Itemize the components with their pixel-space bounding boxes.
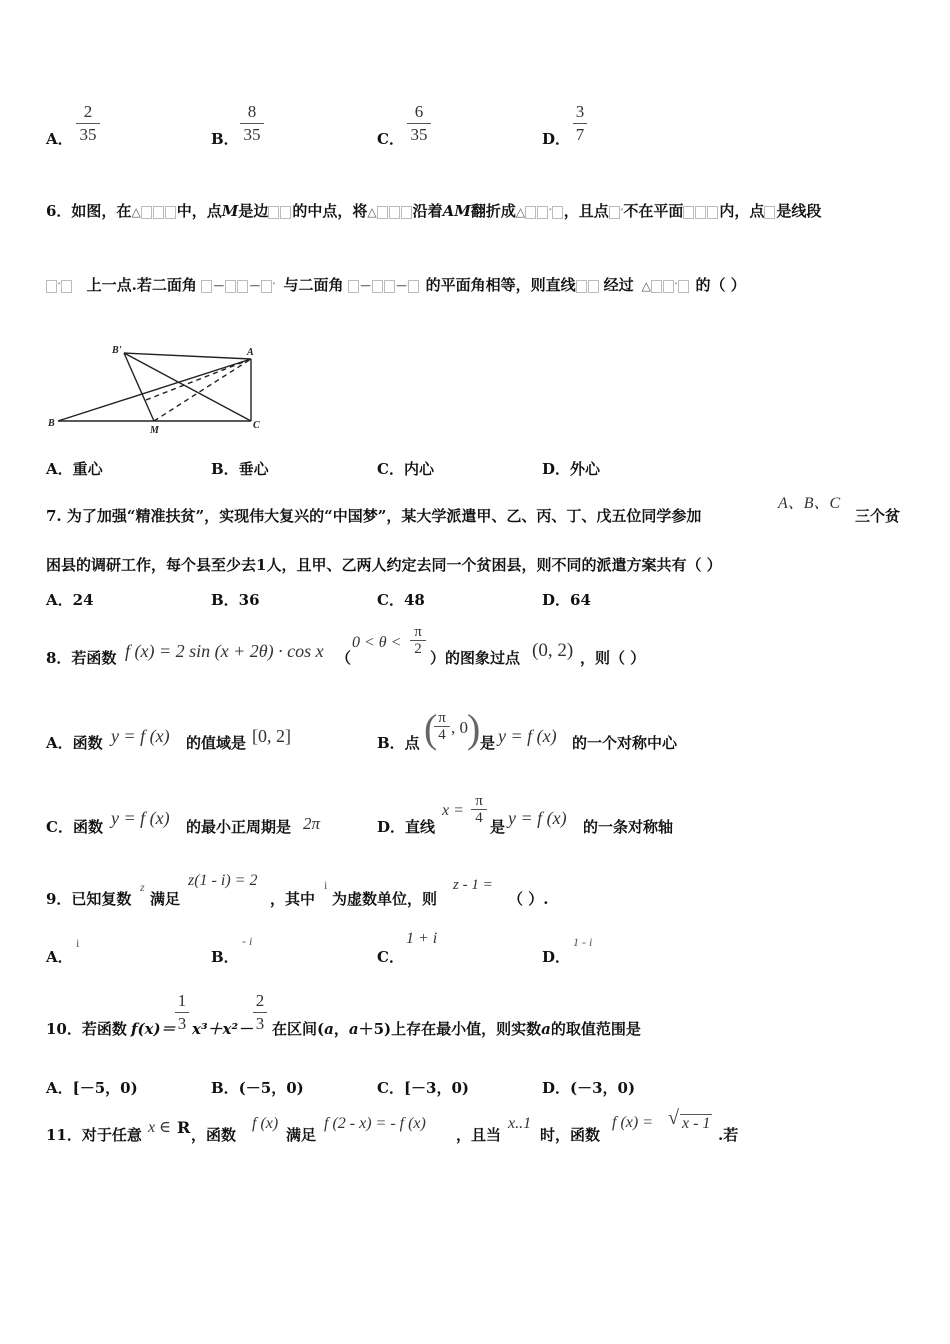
q8-option-b-fn: y = f (x): [498, 726, 557, 746]
q9-option-a-letter: A．: [46, 948, 73, 966]
q8-option-a-pre: A．函数: [46, 734, 103, 752]
q6-line2: ′ 上一点.若二面角 － － ′ 与二面角 － － 的平面角相等，则直线 经过 △ ′ 的（ ）: [46, 274, 746, 295]
q9-option-d-letter: D．: [542, 948, 571, 966]
q11-when: ，且当: [456, 1126, 502, 1144]
q6-option-c: C．内心: [377, 460, 434, 478]
q8-option-b-fraction: π 4: [434, 710, 450, 743]
triangle-icon: △: [641, 279, 651, 293]
sqrt-icon: √: [668, 1107, 679, 1129]
label-b: B: [48, 418, 55, 429]
q6-option-a: A．重心: [46, 460, 103, 478]
q9-option-c-letter: C．: [377, 948, 404, 966]
triangle-icon: △: [367, 205, 377, 219]
edge-b1a: [124, 353, 251, 359]
q5-option-c-letter: C．: [377, 130, 404, 148]
q11-reals: R: [177, 1118, 191, 1137]
edge-b1c: [124, 353, 251, 421]
label-c: C: [253, 420, 260, 431]
q9-option-c-value: 1 + i: [406, 930, 438, 947]
q8-option-b-post: 的一个对称中心: [572, 734, 678, 752]
q11-intro: 11．对于任意: [46, 1126, 142, 1144]
q7-option-c: C．48: [377, 591, 425, 609]
q10-fraction-two-thirds: 2 3: [253, 991, 267, 1034]
q11-sqrt-arg: x - 1: [682, 1115, 711, 1132]
q11-condition: f (2 - x) = - f (x): [324, 1115, 426, 1132]
q9-intro: 9．已知复数: [46, 890, 132, 908]
q8-intro: 8．若函数: [46, 649, 117, 667]
q9-option-d-value: 1 - i: [573, 935, 593, 949]
edge-inner-dashed: [146, 359, 251, 400]
q9-option-a-value: i: [76, 936, 80, 950]
q9-satisfy: 满足: [150, 890, 181, 908]
q8-option-b-pre: B．点: [377, 734, 420, 752]
q5-option-a-letter: A．: [46, 130, 73, 148]
q10-intro: 10．若函数: [46, 1020, 127, 1038]
q6-option-d: D．外心: [542, 460, 601, 478]
q9-equation: z(1 - i) = 2: [188, 872, 258, 889]
q8-option-c-pre: C．函数: [46, 818, 103, 836]
triangle-icon: △: [131, 205, 141, 219]
q8-option-a-mid: 的值域是: [186, 734, 247, 752]
q9-z: z: [140, 880, 145, 894]
q10-fx: f(x)＝: [131, 1020, 176, 1038]
q10-option-a: A．[－5，0): [46, 1079, 138, 1097]
q5-option-c-fraction: 6 35: [407, 102, 431, 145]
q10-option-b: B．(－5，0): [211, 1079, 304, 1097]
q5-option-b-letter: B．: [211, 130, 239, 148]
label-b-prime: B': [112, 345, 122, 356]
edge-b1m: [124, 353, 154, 421]
q8-option-c-fn: y = f (x): [111, 808, 170, 828]
q11-fx: f (x): [252, 1115, 279, 1132]
edge-ab: [58, 359, 251, 421]
q8-point-text: ）的图象过点: [430, 649, 521, 667]
q8-function: f (x) = 2 sin (x + 2θ) · cos x: [125, 641, 324, 661]
q7-counties: A、B、C: [778, 495, 841, 512]
q7-option-a: A．24: [46, 591, 94, 609]
q11-then: 时，函数: [540, 1126, 601, 1144]
q8-option-b-rparen: ): [467, 706, 481, 751]
q8-paren-left: （: [336, 649, 352, 667]
q8-option-c-mid: 的最小正周期是: [186, 818, 292, 836]
q11-function-word: ，函数: [191, 1126, 237, 1144]
q8-condition: 0 < θ <: [352, 634, 402, 651]
q8-option-a-range: [0, 2]: [252, 726, 291, 746]
label-a: A: [247, 347, 254, 358]
q11-x-in: x ∈: [148, 1119, 171, 1136]
q6-option-b: B．垂心: [211, 460, 269, 478]
q9-expression: z - 1 =: [453, 877, 493, 893]
q5-option-b-fraction: 8 35: [240, 102, 264, 145]
triangle-icon: △: [515, 205, 526, 219]
q10-poly: x³＋x²－: [192, 1020, 254, 1038]
q7-option-d: D．64: [542, 591, 591, 609]
edge-am-dashed: [154, 359, 251, 421]
q8-option-b-mid: 是: [480, 734, 496, 752]
q5-option-a-fraction: 2 35: [76, 102, 100, 145]
q8-option-d-post: 的一条对称轴: [583, 818, 674, 836]
q9-option-b-value: - i: [242, 934, 253, 948]
q7-option-b: B．36: [211, 591, 260, 609]
q11-satisfy: 满足: [286, 1126, 317, 1144]
q8-then: ，则（ ）: [580, 649, 646, 667]
q7-line1-end: 三个贫: [855, 507, 901, 525]
q10-option-d: D．(－3，0): [542, 1079, 636, 1097]
q8-option-b-lparen: (: [424, 706, 438, 751]
q8-condition-fraction: π 2: [410, 624, 426, 657]
q8-option-d-fraction: π 4: [471, 793, 487, 826]
q5-option-d-letter: D．: [542, 130, 571, 148]
q8-option-d-pre: D．直线: [377, 818, 436, 836]
q5-option-d-fraction: 3 7: [573, 102, 587, 145]
q7-line1: 7. 为了加强“精准扶贫”，实现伟大复兴的“中国梦”，某大学派遣甲、乙、丙、丁、戊五位同学参加: [46, 507, 702, 525]
q6-geometry-figure: [46, 340, 276, 440]
q8-option-a-fn: y = f (x): [111, 726, 170, 746]
q9-paren: （ ）.: [508, 890, 549, 908]
q6-line1: 6．如图，在△ 中，点M是边 的中点，将△ 沿着AM翻折成△ ′ ，且点 ′不在平面 内，点 是线段: [46, 202, 822, 220]
q7-line2: 困县的调研工作，每个县至少去1人，且甲、乙两人约定去同一个贫困县，则不同的派遣方案共有（ ）: [46, 556, 722, 574]
q9-option-b-letter: B．: [211, 948, 239, 966]
q11-x-geq: x..1: [508, 1115, 532, 1132]
q11-if: .若: [718, 1126, 739, 1144]
q9-imag-unit: 为虚数单位，则: [332, 890, 438, 908]
q9-where: ，其中: [270, 890, 316, 908]
label-m: M: [150, 425, 159, 436]
q8-option-c-period: 2π: [303, 814, 321, 833]
q11-def: f (x) =: [612, 1114, 653, 1131]
q8-option-b-zero: , 0: [451, 718, 468, 737]
q8-option-d-fn: y = f (x): [508, 808, 567, 828]
q8-option-d-mid: 是: [490, 818, 506, 836]
q9-i: i: [324, 878, 328, 892]
q10-fraction-one-third: 1 3: [175, 991, 189, 1034]
q10-option-c: C．[－3，0): [377, 1079, 470, 1097]
q8-option-d-x: x =: [442, 802, 464, 819]
q10-rest: 在区间(a，a＋5)上存在最小值，则实数a的取值范围是: [272, 1020, 641, 1038]
q8-point: (0, 2): [532, 640, 574, 661]
